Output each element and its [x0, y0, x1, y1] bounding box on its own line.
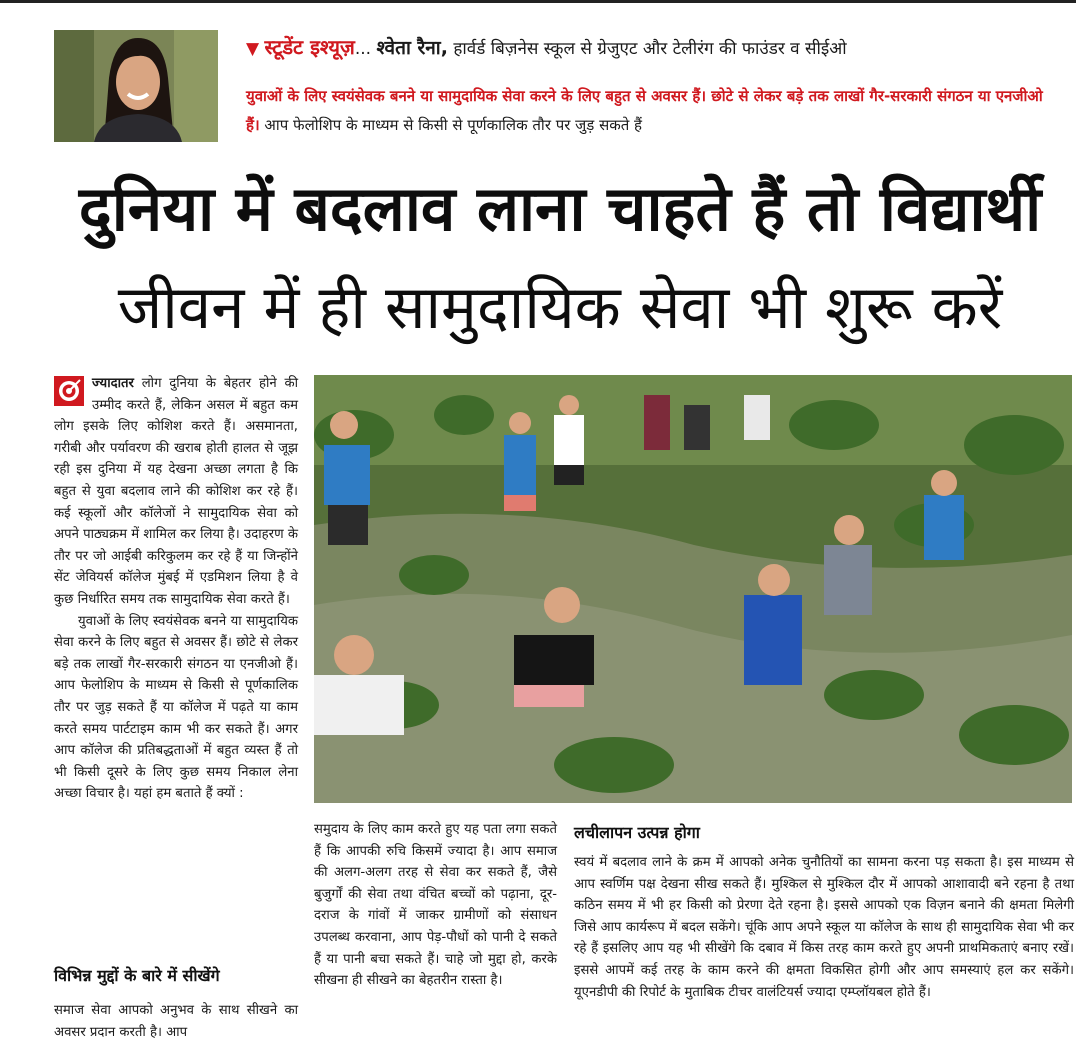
article-column-1-continued: समाज सेवा आपको अनुभव के साथ सीखने का अवसर प्रदान करती है। आप — [54, 1003, 298, 1040]
headline-line-2: जीवन में ही सामुदायिक सेवा भी शुरू करें — [117, 273, 1003, 343]
author-photo — [54, 30, 218, 142]
series-title: स्टूडेंट इश्यूज़ — [264, 35, 355, 59]
headline-line-1: दुनिया में बदलाव लाना चाहते हैं तो विद्यार्थी — [78, 172, 1042, 245]
body-paragraph: युवाओं के लिए स्वयंसेवक बनने या सामुदायिक सेवा करने के लिए बहुत से अवसर हैं। छोटे से लेकर बड़े तक लाखों गैर-सरकारी संगठन या एनजीओ हैं। आप फेलोशिप के माध्यम से किसी से पूर्णकालिक तौर पर जुड़ सकते हैं या कॉलेज में पढ़ते या काम करते समय पार्टटाइम काम भी कर सकते हैं। अगर आप कॉलेज की प्रतिबद्धताओं में बहुत व्यस्त हैं तो भी किसी दूसरे के लिए कुछ समय निकाल लेना अच्छा विचार है। यहां हम बताते हैं क्यों : — [54, 613, 298, 802]
paragraph-1-text: लोग दुनिया के बेहतर होने की उम्मीद करते हैं, लेकिन असल में बहुत कम लोग इसके लिए कोशिश करते हैं। असमानता, गरीबी और पर्यावरण की खराब होती हालत से जूझ रही इस दुनिया में यह देखना अच्छा लगता है कि बहुत से युवा बदलाव लाने की कोशिश कर रहे हैं। कई स्कूलों और कॉलेजों ने सामुदायिक सेवा को अपने पाठ्यक्रम में शामिल कर लिया है। उदाहरण के तौर पर जो आईबी करिकुलम कर रहे हैं या जिन्होंने सेंट जेवियर्स कॉलेज मुंबई में एडमिशन लिया है वे कुछ निर्धारित समय तक सामुदायिक सेवा करते हैं। — [54, 376, 298, 607]
body-paragraph — [54, 373, 298, 611]
triangle-down-icon: ▼ — [246, 39, 260, 59]
subheading-learn-issues: विभिन्न मुद्दों के बारे में सीखेंगे — [54, 966, 220, 985]
subheading-resilience: लचीलापन उत्पन्न होगा — [574, 823, 700, 842]
author-description: हार्वर्ड बिज़नेस स्कूल से ग्रेजुएट और टेलीरंग की फाउंडर व सीईओ — [453, 39, 847, 59]
article-summary — [246, 82, 1046, 140]
summary-rest: आप फेलोशिप के माध्यम से किसी से पूर्णकालिक तौर पर जुड़ सकते हैं — [259, 116, 643, 134]
article-column-2: समुदाय के लिए काम करते हुए यह पता लगा सकते हैं कि आपकी रुचि किसमें ज्यादा है। आप समाज की अलग-अलग तरह से सेवा कर सकते हैं, जैसे बुजुर्गों की सेवा तथा वंचित बच्चों को पढ़ाना, दूर-दराज के गांवों में जाकर ग्रामीणों को संसाधन उपलब्ध करवाना, आप पेड़-पौधों को पानी दे सकते हैं या पानी बचा सकते हैं। चाहे जो मुद्दा हो, करके सीखना ही सीखने का बेहतरीन रास्ता है। — [314, 822, 557, 989]
top-rule — [0, 0, 1076, 3]
author-name: श्वेता रैना, — [376, 37, 448, 59]
byline — [246, 33, 1066, 63]
lead-word: ज्यादातर — [92, 376, 134, 391]
article-photo — [314, 375, 1072, 803]
target-icon — [54, 376, 84, 406]
article-column-3: स्वयं में बदलाव लाने के क्रम में आपको अनेक चुनौतियों का सामना करना पड़ सकता है। इस माध्यम से आप स्वर्णिम पक्ष देखना सीख सकते हैं। मुश्किल से मुश्किल दौर में आपको आशावादी बने रहना है तथा कठिन समय में भी हर किसी को प्रेरणा देते रहना है। इससे आपको एक विज़न बनाने की क्षमता मिलेगी जिसे आप कार्यरूप में बदल सकेंगे। चूंकि आप अपने स्कूल या कॉलेज के साथ ही सामुदायिक सेवा भी कर रहे हैं इसलिए आप यह भी सीखेंगे कि दबाव में किस तरह काम करते हुए अपनी प्राथमिकताएं बनाए रखें। इससे आपमें कई तरह के काम करने की क्षमता विकसित होगी और आप समस्याएं हल कर सकेंगे। यूएनडीपी की रिपोर्ट के मुताबिक टीचर वालंटियर्स ज्यादा एम्प्लॉयबल होते हैं। — [574, 855, 1074, 1000]
article-column-1 — [54, 373, 298, 805]
summary-highlight: युवाओं के लिए स्वयंसेवक बनने या सामुदायिक सेवा करने के लिए बहुत से अवसर हैं। छोटे से लेकर बड़े तक लाखों गैर-सरकारी संगठन या एनजीओ हैं। — [246, 87, 1043, 134]
byline-ellipsis: ... — [354, 39, 372, 59]
